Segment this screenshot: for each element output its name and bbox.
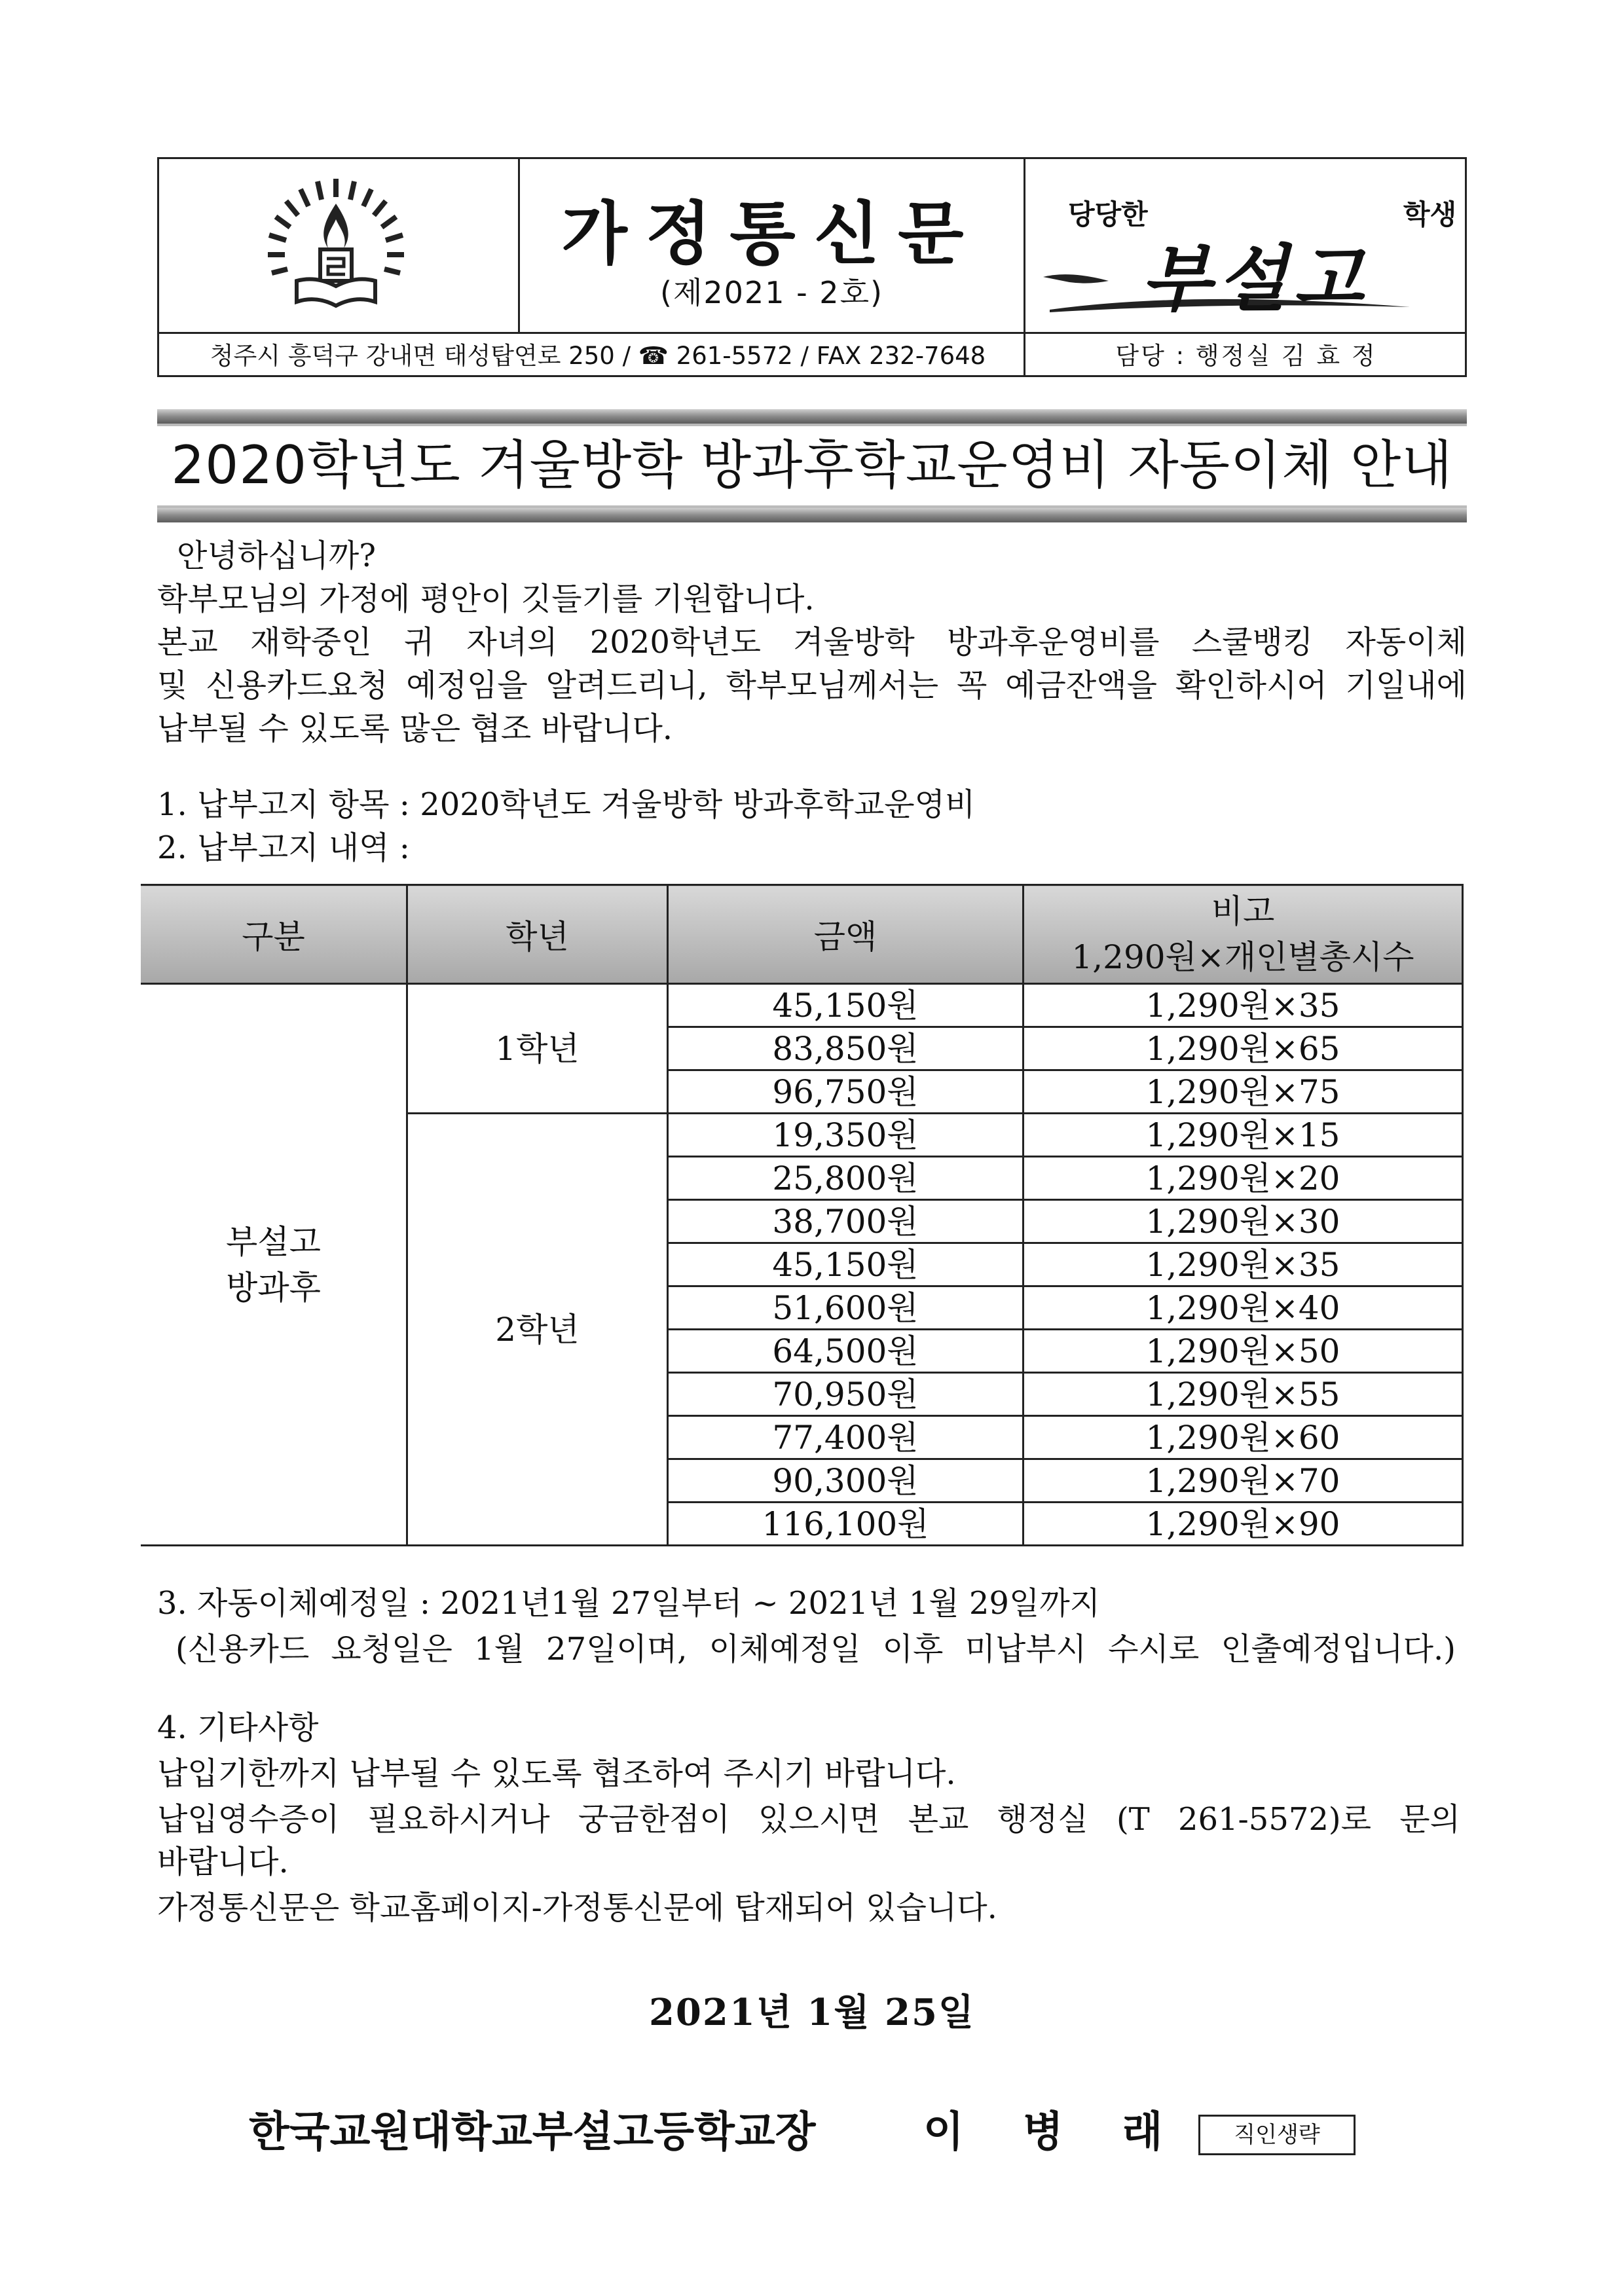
note-cell: 1,290원×90	[1024, 1503, 1463, 1546]
etc-line: 가정통신문은 학교홈페이지-가정통신문에 탑재되어 있습니다.	[157, 1889, 997, 1926]
note-cell: 1,290원×55	[1024, 1373, 1463, 1416]
newsletter-title: 가정통신문	[561, 193, 982, 274]
amount-cell: 45,150원	[668, 1243, 1024, 1286]
grade-cell: 2학년	[407, 1114, 668, 1546]
etc-line: 납입영수증이 필요하시거나 궁금한점이 있으시면 본교 행정실 (T 261-5572)로 문의	[157, 1801, 1460, 1838]
amount-cell: 70,950원	[668, 1373, 1024, 1416]
table-row	[141, 984, 1463, 1027]
school-name-logo: 부설고	[1141, 236, 1370, 321]
header-divider	[159, 332, 1467, 334]
school-slogan-right: 학생	[1403, 198, 1457, 230]
schedule-line: 3. 자동이체예정일 : 2021년1월 27일부터 ~ 2021년 1월 29일까지	[157, 1585, 1101, 1622]
header-grade: 학년	[407, 885, 668, 984]
note-cell: 1,290원×30	[1024, 1200, 1463, 1243]
note-cell: 1,290원×35	[1024, 1243, 1463, 1286]
principal-organization: 한국교원대학교부설고등학교장	[249, 2108, 816, 2157]
amount-cell: 96,750원	[668, 1070, 1024, 1114]
note-cell: 1,290원×35	[1024, 984, 1463, 1027]
newsletter-header	[157, 157, 1467, 377]
note-cell: 1,290원×20	[1024, 1157, 1463, 1200]
issue-number: (제2021 - 2호)	[660, 275, 883, 310]
etc-line: 바랍니다.	[157, 1844, 289, 1880]
notice-item: 1. 납부고지 항목 : 2020학년도 겨울방학 방과후학교운영비	[157, 786, 976, 823]
amount-cell: 19,350원	[668, 1114, 1024, 1157]
greeting-line: 본교 재학중인 귀 자녀의 2020학년도 겨울방학 방과후운영비를 스쿨뱅킹 자동이체	[157, 624, 1467, 661]
amount-cell: 38,700원	[668, 1200, 1024, 1243]
note-cell: 1,290원×65	[1024, 1027, 1463, 1070]
note-cell: 1,290원×40	[1024, 1286, 1463, 1330]
grade-cell: 1학년	[407, 984, 668, 1114]
document-title: 2020학년도 겨울방학 방과후학교운영비 자동이체 안내	[171, 435, 1453, 496]
title-bar-bottom	[157, 508, 1467, 522]
note-cell: 1,290원×15	[1024, 1114, 1463, 1157]
title-bar-top	[157, 409, 1467, 424]
principal-name: 이병래	[923, 2108, 1222, 2157]
amount-cell: 77,400원	[668, 1416, 1024, 1459]
amount-cell: 116,100원	[668, 1503, 1024, 1546]
note-cell: 1,290원×70	[1024, 1459, 1463, 1503]
school-emblem-icon	[257, 171, 415, 321]
etc-heading: 4. 기타사항	[157, 1709, 319, 1746]
greeting-line: 학부모님의 가정에 평안이 깃들기를 기원합니다.	[157, 581, 815, 617]
header-category: 구분	[141, 885, 407, 984]
fee-table	[141, 884, 1464, 1546]
category-cell	[141, 984, 407, 1546]
header-amount: 금액	[668, 885, 1024, 984]
note-cell: 1,290원×60	[1024, 1416, 1463, 1459]
amount-cell: 45,150원	[668, 984, 1024, 1027]
header-note-formula: 1,290원×개인별총시수	[1071, 938, 1414, 976]
etc-line: 납입기한까지 납부될 수 있도록 협조하여 주시기 바랍니다.	[157, 1755, 956, 1792]
amount-cell: 83,850원	[668, 1027, 1024, 1070]
category-line: 방과후	[226, 1268, 321, 1307]
header-note-title: 비고	[1211, 892, 1275, 930]
note-cell: 1,290원×50	[1024, 1330, 1463, 1373]
amount-cell: 51,600원	[668, 1286, 1024, 1330]
school-address: 청주시 흥덕구 강내면 태성탑연로 250 / ☎ 261-5572 / FAX 232-7648	[210, 342, 986, 370]
note-cell: 1,290원×75	[1024, 1070, 1463, 1114]
document-date: 2021년 1월 25일	[648, 1991, 976, 2034]
school-slogan-left: 당당한	[1068, 198, 1148, 230]
notice-item: 2. 납부고지 내역 :	[157, 829, 410, 866]
header-note	[1024, 885, 1463, 984]
amount-cell: 25,800원	[668, 1157, 1024, 1200]
amount-cell: 90,300원	[668, 1459, 1024, 1503]
amount-cell: 64,500원	[668, 1330, 1024, 1373]
contact-person: 담당 : 행정실 김 효 정	[1115, 342, 1377, 370]
greeting-line: 안녕하십니까?	[177, 538, 376, 574]
category-line: 부설고	[226, 1222, 321, 1261]
seal-omitted-box: 직인생략	[1198, 2115, 1356, 2155]
greeting-line: 납부될 수 있도록 많은 협조 바랍니다.	[157, 710, 673, 747]
greeting-line: 및 신용카드요청 예정임을 알려드리니, 학부모님께서는 꼭 예금잔액을 확인하시어 기일내에	[157, 667, 1467, 704]
schedule-note: (신용카드 요청일은 1월 27일이며, 이체예정일 이후 미납부시 수시로 인출예정입니다.)	[175, 1631, 1456, 1667]
table-header-row	[141, 885, 1463, 984]
